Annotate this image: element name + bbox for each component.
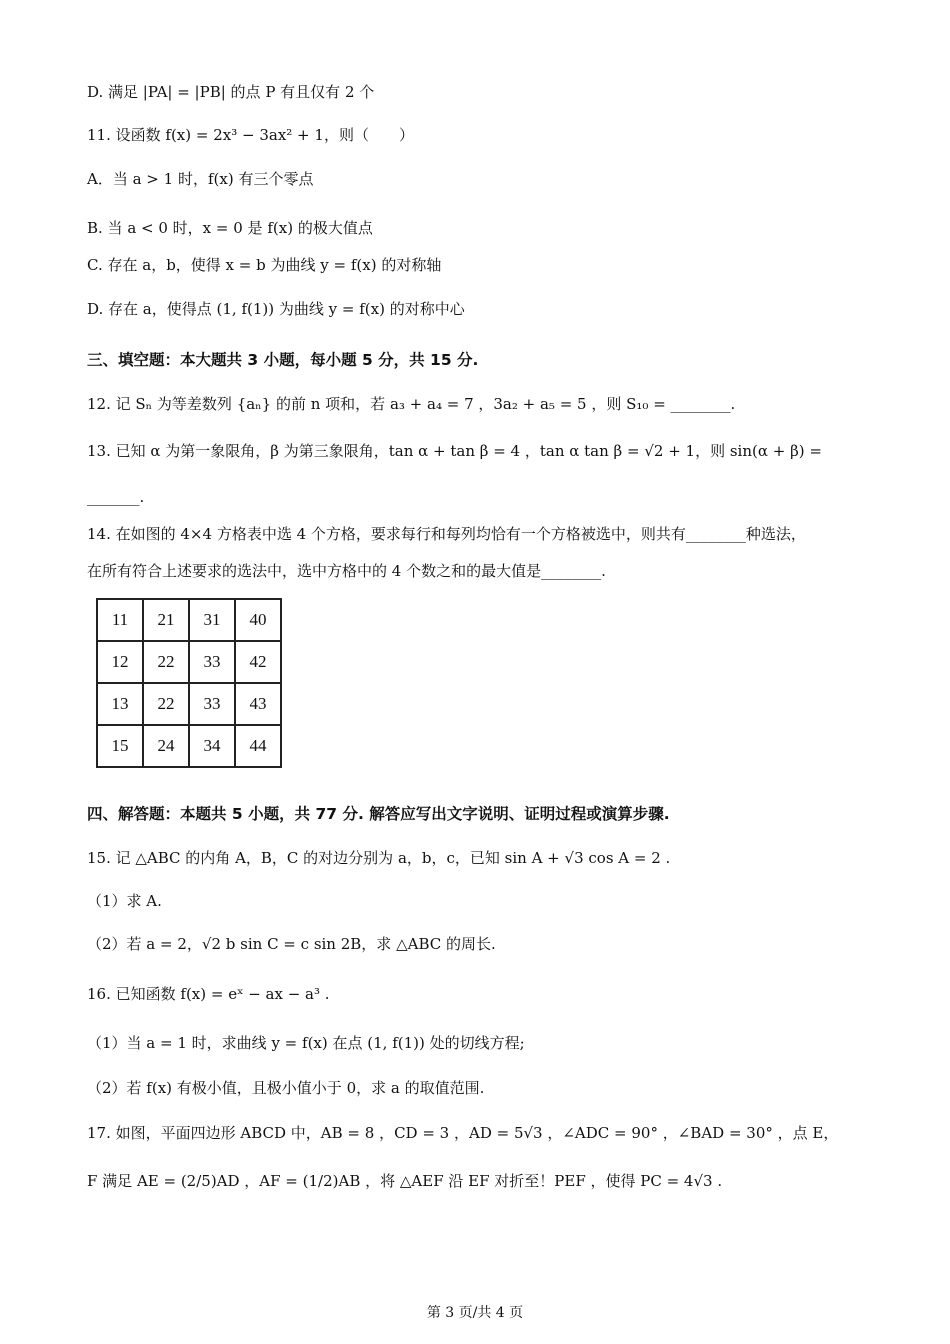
grid-row xyxy=(97,683,281,725)
grid-row xyxy=(97,725,281,767)
question-15: 15. 记 △ABC 的内角 A，B，C 的对边分别为 a，b，c，已知 sin A + √3 cos A = 2 . xyxy=(87,849,671,867)
question-16: 16. 已知函数 f(x) = eˣ − ax − a³ . xyxy=(87,985,330,1003)
grid-cell: 44 xyxy=(235,725,281,767)
question-11: 11. 设函数 f(x) = 2x³ − 3ax² + 1，则（ ） xyxy=(87,126,414,144)
option-11b: B. 当 a < 0 时，x = 0 是 f(x) 的极大值点 xyxy=(87,219,373,237)
grid-cell: 33 xyxy=(189,641,235,683)
question-17-line2: F 满足 AE = (2/5)AD ，AF = (1/2)AB ，将 △AEF 沿 EF 对折至！PEF ，使得 PC = 4√3 . xyxy=(87,1172,723,1190)
number-grid-table xyxy=(96,598,282,768)
question-17-line1: 17. 如图，平面四边形 ABCD 中，AB = 8 ，CD = 3 ，AD = 5√3 ，∠ADC = 90° ，∠BAD = 30° ，点 E， xyxy=(87,1124,839,1142)
grid-row xyxy=(97,641,281,683)
grid-cell: 22 xyxy=(143,641,189,683)
grid-cell: 42 xyxy=(235,641,281,683)
question-13-line2: _______. xyxy=(87,488,145,506)
grid-cell: 21 xyxy=(143,599,189,641)
question-14-line1: 14. 在如图的 4×4 方格表中选 4 个方格，要求每行和每列均恰有一个方格被选中，则共有________种选法， xyxy=(87,525,806,543)
grid-cell: 43 xyxy=(235,683,281,725)
grid-row xyxy=(97,599,281,641)
option-11c: C. 存在 a，b，使得 x = b 为曲线 y = f(x) 的对称轴 xyxy=(87,256,442,274)
question-16-part1: （1）当 a = 1 时，求曲线 y = f(x) 在点 (1, f(1)) 处的切线方程; xyxy=(87,1034,525,1052)
grid-cell: 34 xyxy=(189,725,235,767)
question-16-part2: （2）若 f(x) 有极小值，且极小值小于 0，求 a 的取值范围. xyxy=(87,1079,485,1097)
question-13-line1: 13. 已知 α 为第一象限角，β 为第三象限角，tan α + tan β = 4 ，tan α tan β = √2 + 1，则 sin(α + β) = xyxy=(87,442,822,460)
page-footer: 第 3 页/共 4 页 xyxy=(426,1305,524,1321)
grid-cell: 24 xyxy=(143,725,189,767)
grid-cell: 12 xyxy=(97,641,143,683)
grid-cell: 13 xyxy=(97,683,143,725)
grid-cell: 33 xyxy=(189,683,235,725)
grid-cell: 40 xyxy=(235,599,281,641)
question-15-part1: （1）求 A. xyxy=(87,892,162,910)
question-15-part2: （2）若 a = 2，√2 b sin C = c sin 2B，求 △ABC 的周长. xyxy=(87,935,496,953)
grid-cell: 11 xyxy=(97,599,143,641)
option-10d: D. 满足 |PA| = |PB| 的点 P 有且仅有 2 个 xyxy=(87,83,375,101)
question-12: 12. 记 Sₙ 为等差数列 {aₙ} 的前 n 项和，若 a₃ + a₄ = 7 ，3a₂ + a₅ = 5 ，则 S₁₀ = ________. xyxy=(87,395,736,413)
grid-cell: 15 xyxy=(97,725,143,767)
question-14-line2: 在所有符合上述要求的选法中，选中方格中的 4 个数之和的最大值是________. xyxy=(87,562,606,580)
option-11a: A．当 a > 1 时，f(x) 有三个零点 xyxy=(87,170,314,188)
option-11d: D. 存在 a，使得点 (1, f(1)) 为曲线 y = f(x) 的对称中心 xyxy=(87,300,465,318)
grid-cell: 31 xyxy=(189,599,235,641)
grid-cell: 22 xyxy=(143,683,189,725)
section-4-heading: 四、解答题：本题共 5 小题，共 77 分. 解答应写出文字说明、证明过程或演算步骤. xyxy=(87,805,670,823)
section-3-heading: 三、填空题：本大题共 3 小题，每小题 5 分，共 15 分. xyxy=(87,351,479,369)
